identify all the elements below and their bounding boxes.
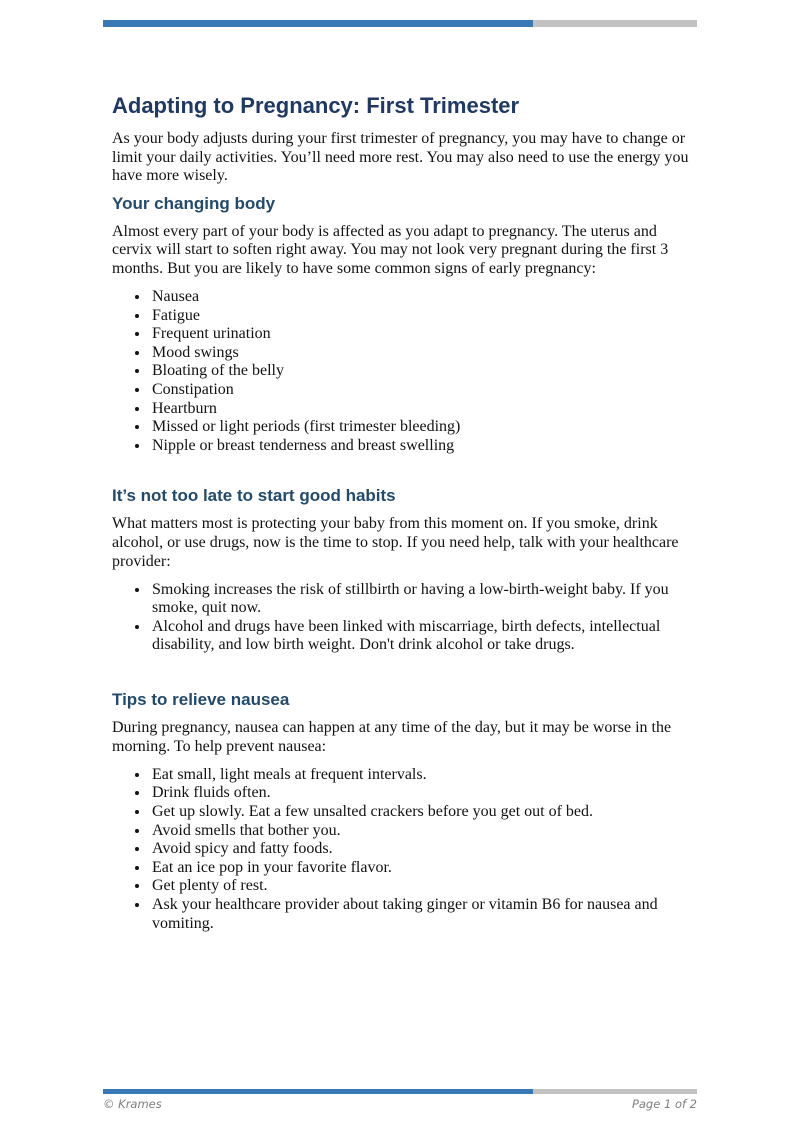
list-item: • Bloating of the belly bbox=[150, 362, 690, 381]
symptoms-list bbox=[112, 288, 690, 455]
habits-list bbox=[112, 581, 690, 655]
section-heading: Tips to relieve nausea bbox=[112, 690, 290, 710]
list-item: • Fatigue bbox=[150, 307, 690, 326]
list-item: • Frequent urination bbox=[150, 325, 690, 344]
footer-rule-blue-segment bbox=[103, 1089, 533, 1094]
list-item: • Eat small, light meals at frequent intervals. bbox=[150, 766, 690, 785]
footer-rule bbox=[103, 1089, 697, 1094]
list-item: • Avoid spicy and fatty foods. bbox=[150, 840, 690, 859]
list-item: • Eat an ice pop in your favorite flavor. bbox=[150, 859, 690, 878]
section-heading: It’s not too late to start good habits bbox=[112, 486, 396, 506]
list-item: • Get plenty of rest. bbox=[150, 877, 690, 896]
section-good-habits bbox=[112, 486, 690, 655]
document-content bbox=[112, 0, 690, 933]
page-number: Page 1 of 2 bbox=[631, 1097, 697, 1111]
section-relieve-nausea bbox=[112, 690, 690, 933]
page-title: Adapting to Pregnancy: First Trimester bbox=[112, 93, 520, 118]
list-item: • Missed or light periods (first trimester bleeding) bbox=[150, 418, 690, 437]
intro-paragraph: As your body adjusts during your first trimester of pregnancy, you may have to change or limit your daily activities. You’ll need more rest. You may also need to use the energy you have more wisely. bbox=[112, 130, 689, 185]
list-item: • Nausea bbox=[150, 288, 690, 307]
footer bbox=[103, 1097, 697, 1112]
list-item: • Constipation bbox=[150, 381, 690, 400]
list-item: • Get up slowly. Eat a few unsalted crackers before you get out of bed. bbox=[150, 803, 690, 822]
list-item: • Drink fluids often. bbox=[150, 784, 690, 803]
section-paragraph: During pregnancy, nausea can happen at any time of the day, but it may be worse in the morning. To help prevent nausea: bbox=[112, 719, 672, 755]
section-paragraph: Almost every part of your body is affected as you adapt to pregnancy. The uterus and cervix will start to soften right away. You may not look very pregnant during the first 3 months. But you are likely to have some common signs of early pregnancy: bbox=[112, 222, 669, 277]
copyright-text: © Krames bbox=[103, 1097, 162, 1111]
section-your-changing-body bbox=[112, 194, 690, 456]
list-item: • Smoking increases the risk of stillbirth or having a low-birth-weight baby. If you smoke, quit now. bbox=[150, 581, 690, 618]
nausea-tips-list bbox=[112, 766, 690, 933]
list-item: • Avoid smells that bother you. bbox=[150, 822, 690, 841]
list-item: • Alcohol and drugs have been linked with miscarriage, birth defects, intellectual disability, and low birth weight. Don't drink alcohol or take drugs. bbox=[150, 618, 690, 655]
list-item: • Mood swings bbox=[150, 344, 690, 363]
list-item: • Ask your healthcare provider about taking ginger or vitamin B6 for nausea and vomiting. bbox=[150, 896, 690, 933]
section-paragraph: What matters most is protecting your baby from this moment on. If you smoke, drink alcohol, or use drugs, now is the time to stop. If you need help, talk with your healthcare provider: bbox=[112, 515, 679, 570]
list-item: • Heartburn bbox=[150, 400, 690, 419]
footer-rule-gray-segment bbox=[533, 1089, 697, 1094]
section-heading: Your changing body bbox=[112, 193, 276, 213]
list-item: • Nipple or breast tenderness and breast swelling bbox=[150, 437, 690, 456]
